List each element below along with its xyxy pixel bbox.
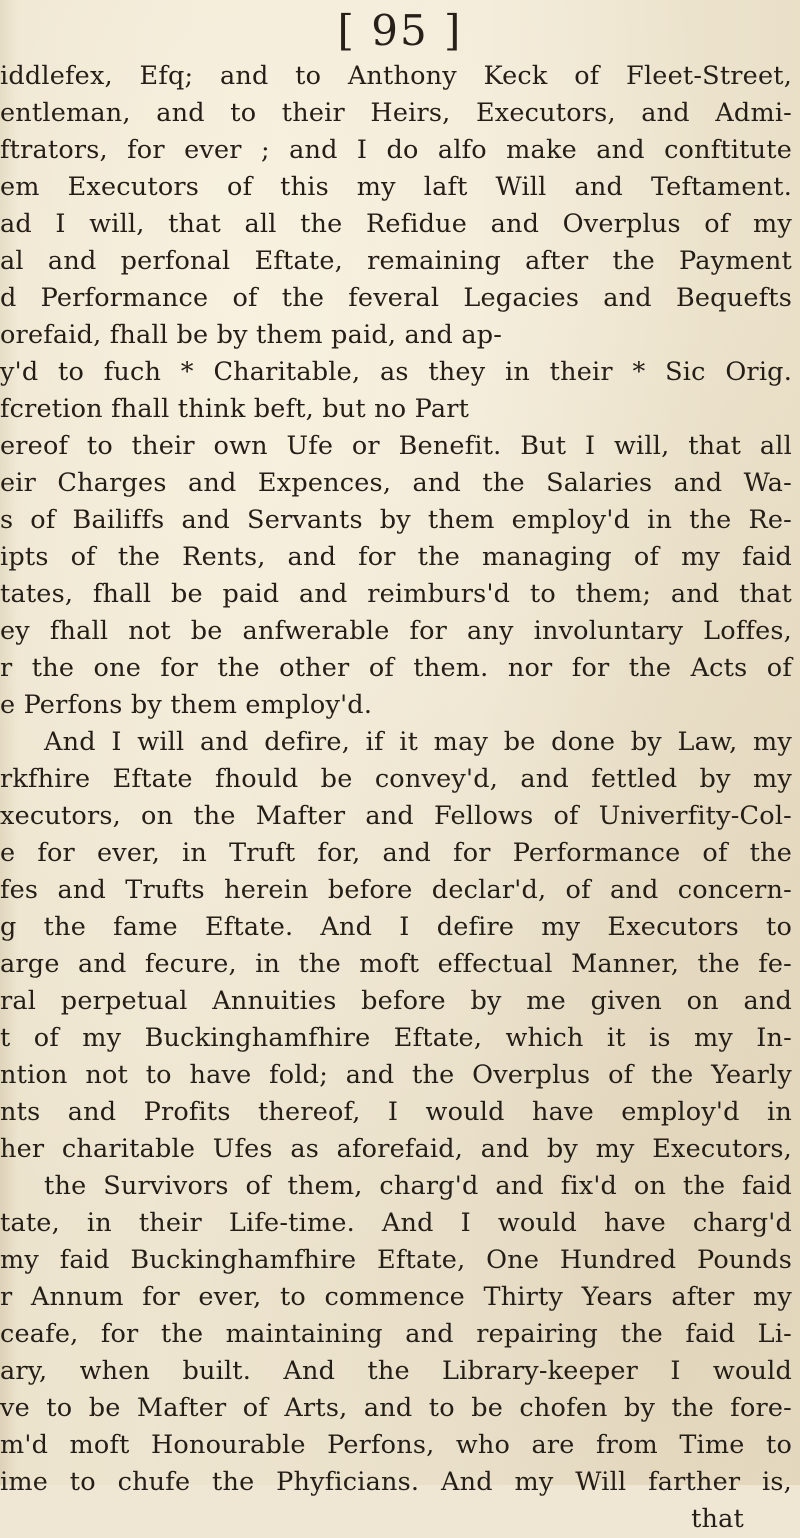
text-line: e for ever, in Truft for, and for Performance of the	[0, 838, 792, 868]
text-line: xecutors, on the Mafter and Fellows of Univerfity-Col-	[0, 801, 792, 831]
text-line: her charitable Ufes as aforefaid, and by my Executors,	[0, 1134, 792, 1164]
text-line: ceafe, for the maintaining and repairing the faid Li-	[0, 1319, 792, 1349]
text-line: orefaid, fhall be by them paid, and ap-	[0, 320, 503, 350]
body-text	[0, 58, 800, 1538]
text-line: fcretion fhall think beft, but no Part	[0, 394, 470, 424]
text-line: ftrators, for ever ; and I do alfo make and conftitute	[0, 135, 792, 165]
text-line: s of Bailiffs and Servants by them employ'd in the Re-	[0, 505, 792, 535]
text-line: arge and fecure, in the moft effectual Manner, the fe-	[0, 949, 792, 979]
text-line: entleman, and to their Heirs, Executors, and Admi-	[0, 98, 792, 128]
text-line: ey fhall not be anfwerable for any involuntary Loffes,	[0, 616, 792, 646]
text-line: ime to chufe the Phyficians. And my Will farther is,	[0, 1467, 792, 1497]
text-line: t of my Buckinghamfhire Eftate, which it is my In-	[0, 1023, 792, 1053]
page-number: [ 95 ]	[337, 6, 463, 55]
text-line: ad I will, that all the Refidue and Overplus of my	[0, 209, 792, 239]
catchword: that	[691, 1504, 744, 1534]
text-line: iddlefex, Efq; and to Anthony Keck of Fleet-Street,	[0, 61, 792, 91]
text-line: e Perfons by them employ'd.	[0, 690, 373, 720]
text-line: r Annum for ever, to commence Thirty Years after my	[0, 1282, 792, 1312]
text-line: m'd moft Honourable Perfons, who are from Time to	[0, 1430, 792, 1460]
text-line: em Executors of this my laft Will and Teftament.	[0, 172, 792, 202]
text-line: ereof to their own Ufe or Benefit. But I will, that all	[0, 431, 792, 461]
text-line: al and perfonal Eftate, remaining after the Payment	[0, 246, 792, 276]
text-line: nts and Profits thereof, I would have employ'd in	[0, 1097, 792, 1127]
text-line: g the fame Eftate. And I defire my Executors to	[0, 912, 792, 942]
text-line: ve to be Mafter of Arts, and to be chofen by the fore-	[0, 1393, 792, 1423]
text-line: tates, fhall be paid and reimburs'd to them; and that	[0, 579, 792, 609]
text-line: fes and Trufts herein before declar'd, of and concern-	[0, 875, 792, 905]
text-line: r the one for the other of them. nor for the Acts of	[0, 653, 792, 683]
text-line: my faid Buckinghamfhire Eftate, One Hundred Pounds	[0, 1245, 792, 1275]
text-line: And I will and defire, if it may be done by Law, my	[44, 727, 792, 757]
text-line: tate, in their Life-time. And I would have charg'd	[0, 1208, 792, 1238]
text-line: ary, when built. And the Library-keeper I would	[0, 1356, 792, 1386]
text-line: rkfhire Eftate fhould be convey'd, and fettled by my	[0, 764, 792, 794]
text-line: eir Charges and Expences, and the Salaries and Wa-	[0, 468, 792, 498]
text-line: ral perpetual Annuities before by me given on and	[0, 986, 792, 1016]
text-line: ipts of the Rents, and for the managing of my faid	[0, 542, 792, 572]
text-line: ntion not to have fold; and the Overplus of the Yearly	[0, 1060, 792, 1090]
text-line: y'd to fuch * Charitable, as they in their * Sic Orig.	[0, 357, 792, 387]
text-line: d Performance of the feveral Legacies and Bequefts	[0, 283, 792, 313]
text-line: the Survivors of them, charg'd and fix'd on the faid	[44, 1171, 792, 1201]
